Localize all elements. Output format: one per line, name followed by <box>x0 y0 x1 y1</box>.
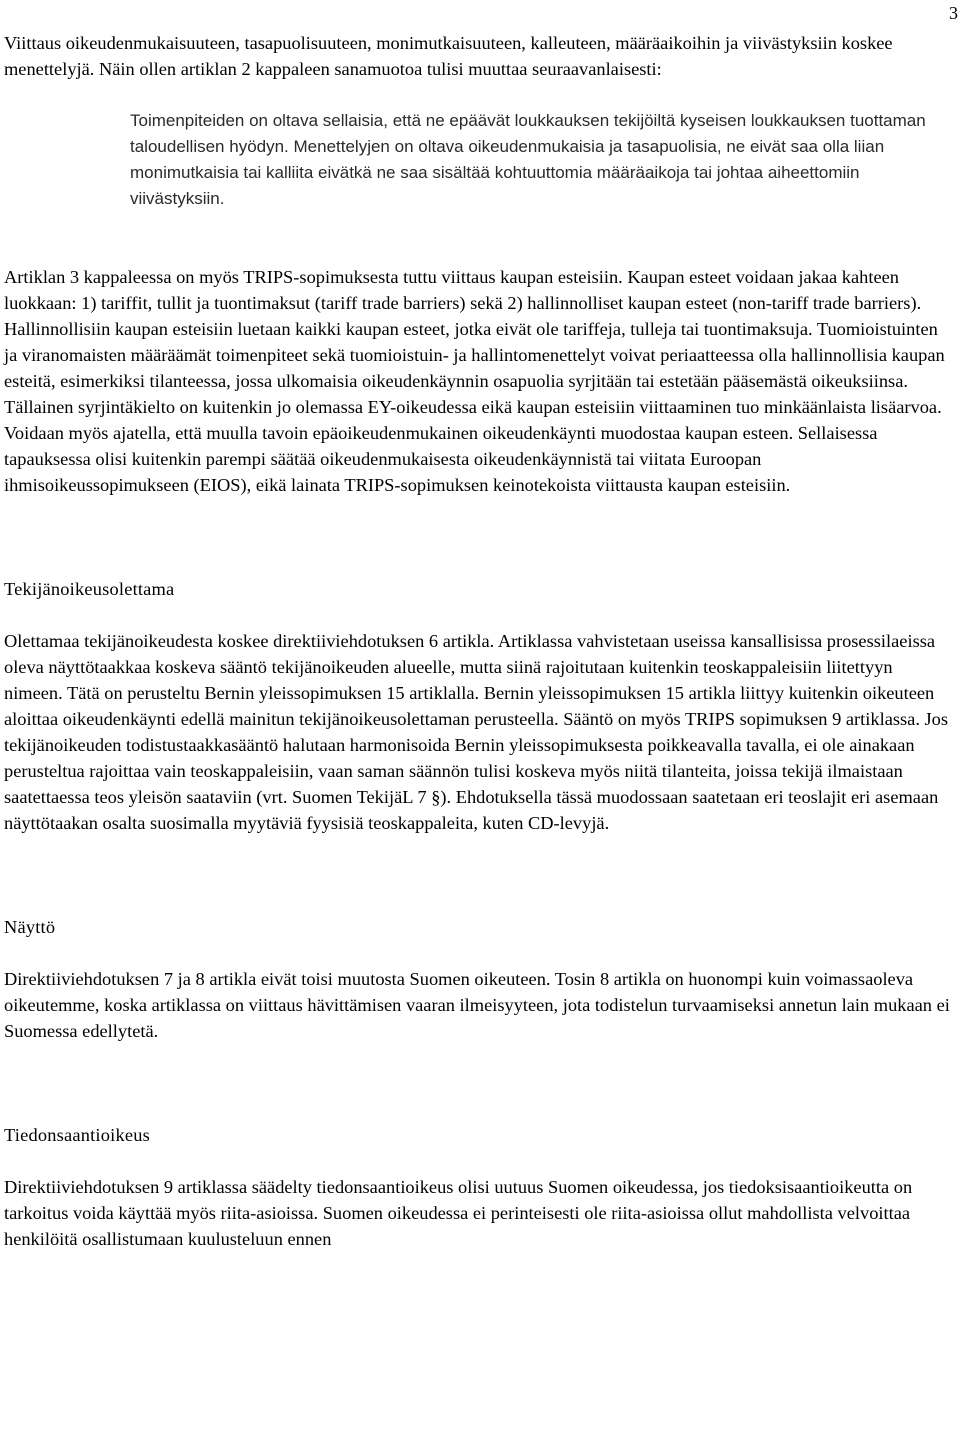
document-page <box>4 30 950 1252</box>
section-tiedonsaantioikeus <box>4 1122 950 1252</box>
section-heading: Näyttö <box>4 917 56 937</box>
section-tekijanoikeusolettama <box>4 576 950 836</box>
section-heading: Tiedonsaantioikeus <box>4 1125 150 1145</box>
quoted-proposal: Toimenpiteiden on oltava sellaisia, että ne epäävät loukkauksen tekijöiltä kyseisen loukkauksen tuottaman taloudellisen hyödyn. Menettelyjen on oltava oikeudenmukaisia ja tasapuolisia, ne eivät saa olla liian monimutkaisia tai kalliita eivätkä ne saa sisältää kohtuuttomia määräaikoja tai johtaa aiheettomiin viivästyksiin. <box>130 111 926 208</box>
section-body: Direktiiviehdotuksen 9 artiklassa säädelty tiedonsaantioikeus olisi uutuus Suomen oikeudessa, jos tiedoksisaantioikeutta on tarkoitus voida käyttää myös riita-asioissa. Suomen oikeudessa ei perinteisesti ole riita-asioissa ollut mahdollista velvoittaa henkilöitä osallistumaan kuulusteluun ennen <box>4 1177 913 1249</box>
intro-paragraph: Viittaus oikeudenmukaisuuteen, tasapuolisuuteen, monimutkaisuuteen, kalleuteen, määräaikoihin ja viivästyksiin koskee menettelyjä. Näin ollen artiklan 2 kappaleen sanamuotoa tulisi muuttaa seuraavanlaisesti: <box>4 33 893 79</box>
page-number: 3 <box>949 3 958 23</box>
section-heading: Tekijänoikeusolettama <box>4 579 175 599</box>
section-body: Olettamaa tekijänoikeudesta koskee direktiiviehdotuksen 6 artikla. Artiklassa vahvistetaan useissa kansallisissa prosessilaeissa oleva näyttötaakkaa koskeva sääntö tekijänoikeuden alueelle, mutta siinä rajoitutaan kuitenkin teoskappaleisiin liitettyyn nimeen. Tätä on perusteltu Bernin yleissopimuksen 15 artiklalla. Bernin yleissopimuksen 15 artikla liittyy kuitenkin oikeuteen aloittaa oikeudenkäynti edellä mainitun tekijänoikeusolettaman perusteella. Sääntö on myös TRIPS sopimuksen 9 artiklassa. Jos tekijänoikeuden todistustaakkasääntö halutaan harmonisoida Bernin yleissopimuksesta poikkeavalla tavalla, ei ole ainakaan perusteltua rajoittaa vain teoskappaleisiin, vaan saman säännön tulisi koskeva myös niitä tilanteita, joissa tekijä ilmaistaan saatettaessa teos yleisön saataviin (vrt. Suomen TekijäL 7 §). Ehdotuksella tässä muodossaan saatetaan eri teoslajit eri asemaan näyttötaakan osalta suosimalla myytäviä fyysisiä teoskappaleita, kuten CD-levyjä. <box>4 631 949 833</box>
section-body: Direktiiviehdotuksen 7 ja 8 artikla eivät toisi muutosta Suomen oikeuteen. Tosin 8 artikla on huonompi kuin voimassaoleva oikeutemme, koska artiklassa on viittaus hävittämisen vaaran ilmeisyyteen, jota todistelun turvaamiseksi annetun lain mukaan ei Suomessa edellytetä. <box>4 969 950 1041</box>
section-naytto <box>4 914 950 1044</box>
article3-paragraph: Artiklan 3 kappaleessa on myös TRIPS-sopimuksesta tuttu viittaus kaupan esteisiin. Kaupan esteet voidaan jakaa kahteen luokkaan: 1) tariffit, tullit ja tuontimaksut (tariff trade barriers) sekä 2) hallinnolliset kaupan esteet (non-tariff trade barriers). Hallinnollisiin kaupan esteisiin luetaan kaikki kaupan esteet, jotka eivät ole tariffeja, tulleja tai tuontimaksuja. Tuomioistuinten ja viranomaisten määräämät toimenpiteet sekä tuomioistuin- ja hallintomenettelyt voivat periaatteessa olla hallinnollisia kaupan esteitä, esimerkiksi tilanteessa, jossa ulkomaisia oikeudenkäynnin osapuolia syrjitään tai estetään pääsemästä oikeuksiinsa. Tällainen syrjintäkielto on kuitenkin jo olemassa EY-oikeudessa eikä kaupan esteisiin viittaaminen tuo minkäänlaista lisäarvoa. Voidaan myös ajatella, että muulla tavoin epäoikeudenmukainen oikeudenkäynti muodostaa kaupan esteen. Sellaisessa tapauksessa olisi kuitenkin parempi säätää oikeudenmukaisesta oikeudenkäynnistä tai viitata Euroopan ihmisoikeussopimukseen (EIOS), eikä lainata TRIPS-sopimuksen keinotekoista viittausta kaupan esteisiin. <box>4 267 945 495</box>
